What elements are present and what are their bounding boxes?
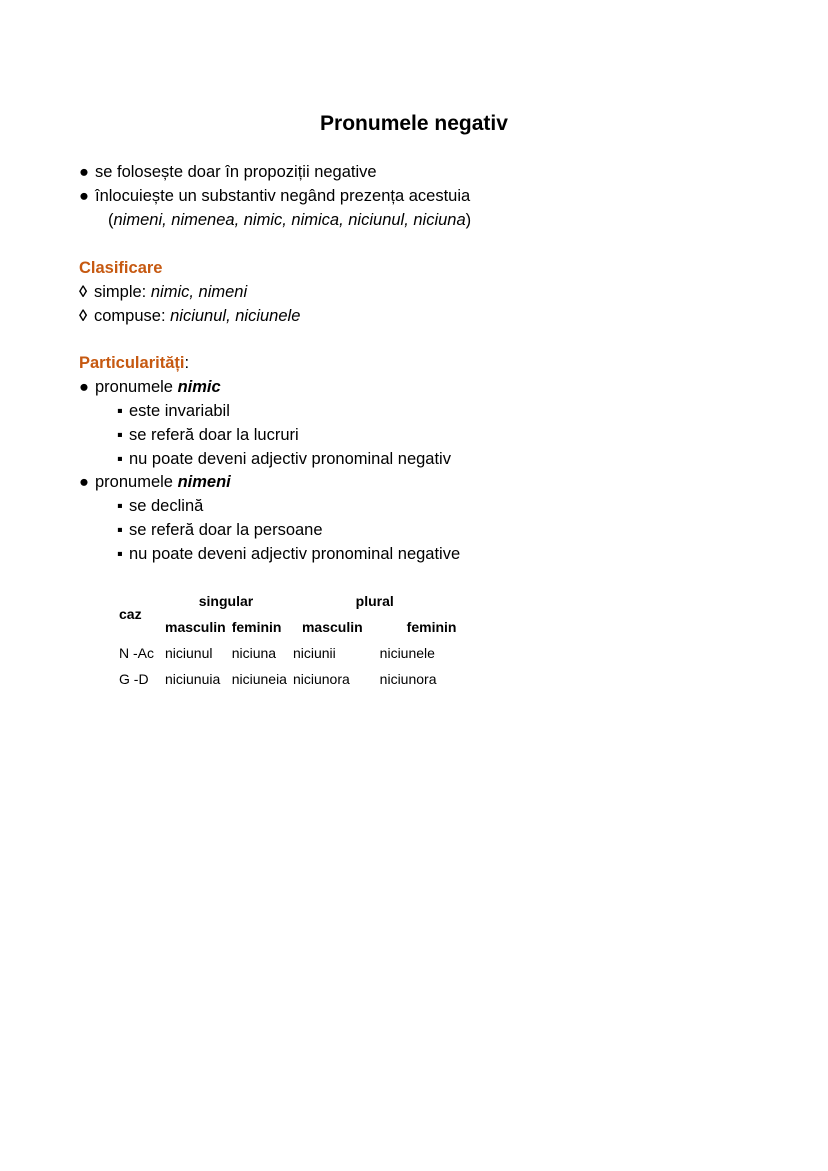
table-subheader-row [116, 614, 459, 640]
caz-header: caz [119, 606, 142, 622]
bullet-icon: ● [79, 187, 89, 205]
table-cell: niciuneia [231, 671, 287, 687]
paren-close: ) [465, 211, 472, 229]
subitem-text: este invariabil [129, 402, 230, 420]
square-bullet-icon: ▪ [117, 545, 123, 563]
particularitate-subitem [117, 400, 230, 422]
particularitate-subitem [117, 495, 203, 517]
intro-examples [108, 209, 471, 231]
particularitate-subitem [117, 424, 299, 446]
particularitate-subitem [117, 543, 460, 565]
table-cell-caz: N -Ac [119, 645, 154, 661]
particularitate-subitem [117, 519, 323, 541]
square-bullet-icon: ▪ [117, 426, 123, 444]
clasificare-item [79, 281, 247, 303]
square-bullet-icon: ▪ [117, 521, 123, 539]
examples-text: nimeni, nimenea, nimic, nimica, niciunul, niciuna [113, 211, 466, 229]
clasificare-label: simple: [94, 283, 151, 301]
declension-table [116, 588, 459, 692]
square-bullet-icon: ▪ [117, 402, 123, 420]
table-header-row [116, 588, 459, 614]
intro-item [79, 161, 377, 183]
clasificare-examples: nimic, nimeni [150, 283, 248, 301]
particularitate-group-title [79, 471, 231, 493]
plural-header: plural [355, 593, 394, 609]
table-row [116, 640, 459, 666]
clasificare-heading: Clasificare [79, 259, 163, 277]
particularitati-heading [79, 352, 189, 374]
group-word: nimic [177, 378, 221, 396]
intro-item-text: se folosește doar în propoziții negative [95, 163, 377, 181]
table-cell: niciunora [292, 671, 350, 687]
bullet-icon: ● [79, 473, 89, 491]
singular-header: singular [198, 593, 254, 609]
subheader-cell: feminin [406, 619, 457, 635]
particularitati-heading-text: Particularități [79, 354, 185, 372]
table-cell: niciunul [165, 645, 213, 661]
subitem-text: se referă doar la persoane [129, 521, 323, 539]
subitem-text: se referă doar la lucruri [129, 426, 299, 444]
bullet-icon: ● [79, 163, 89, 181]
group-prefix: pronumele [95, 378, 178, 396]
particularitate-group-title [79, 376, 221, 398]
subitem-text: se declină [129, 497, 204, 515]
diamond-icon: ◊ [79, 307, 88, 325]
square-bullet-icon: ▪ [117, 497, 123, 515]
group-word: nimeni [177, 473, 231, 491]
table-cell: niciunii [292, 645, 336, 661]
particularitate-subitem [117, 448, 451, 470]
square-bullet-icon: ▪ [117, 450, 123, 468]
intro-item-text: înlocuiește un substantiv negând prezența acestuia [95, 187, 471, 205]
subheader-cell: feminin [231, 619, 282, 635]
group-prefix: pronumele [95, 473, 178, 491]
intro-item [79, 185, 470, 207]
table-cell: niciunora [379, 671, 437, 687]
bullet-icon: ● [79, 378, 89, 396]
table-cell-caz: G -D [119, 671, 149, 687]
diamond-icon: ◊ [79, 283, 88, 301]
table-cell: niciuna [231, 645, 277, 661]
subheader-cell: masculin [165, 619, 226, 635]
clasificare-item [79, 305, 300, 327]
table-cell: niciunele [379, 645, 435, 661]
table-cell: niciunuia [165, 671, 221, 687]
page-title: Pronumele negativ [320, 112, 508, 135]
subitem-text: nu poate deveni adjectiv pronominal negative [129, 545, 461, 563]
clasificare-label: compuse: [94, 307, 171, 325]
subitem-text: nu poate deveni adjectiv pronominal negativ [129, 450, 451, 468]
paren-open: ( [108, 211, 114, 229]
heading-colon: : [184, 354, 190, 372]
table-row [116, 666, 459, 692]
subheader-cell: masculin [301, 619, 363, 635]
clasificare-examples: niciunul, niciunele [170, 307, 301, 325]
